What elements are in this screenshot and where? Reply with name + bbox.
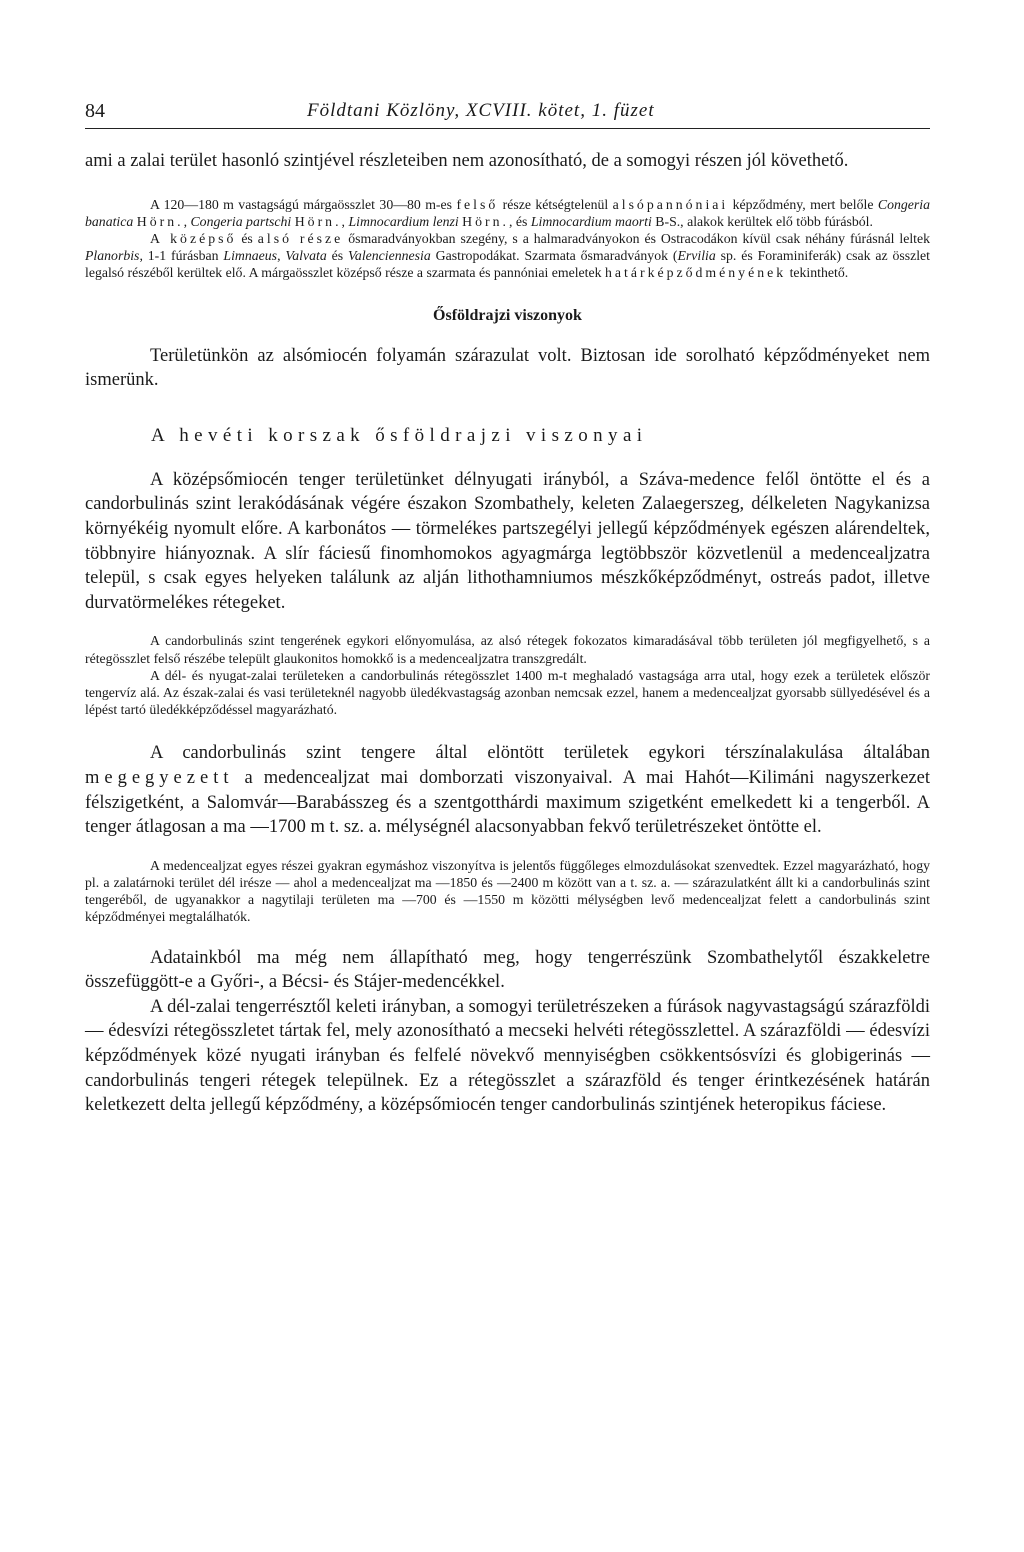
small-paragraph-middle-lower: A középső és alsó része ősmaradványokban szegény, s a halmaradványokon és Ostracodákon kívül csak néhány fúrásnál leltek Planorbis, 1-1 fúrásban Limnaeus, Valvata és Valenciennesia Gastropodákat. Szarmata ősmaradványok (Ervilia sp. és Foraminiferák) csak az összlet legalsó részéből kerültek elő. A márgaösszlet középső része a szarmata és pannóniai emeletek határképződményének tekinthető. bbox=[85, 231, 931, 281]
paragraph-middle-miocene: A középsőmiocén tenger területünket délnyugati irányból, a Száva-medence felől öntötte el és a candorbulinás szint lerakódásának végére északon Szombathely, keleten Zalaegerszeg, délkeleten Nagykanizsa környékéig nyomult előre. A karbonátos — törmelékes partszegélyi jellegű képződmények egészen alárendeltek, többnyire hiányoznak. A slír fáciesű finomhomokos agyagmárga legtöbbször közvetlenül a medencealjzatra települ, s csak egyes helyeken találunk az alján lithothamniumos mészkőképződményt, ostreás padot, illetve durvatörmelékes rétegeket. bbox=[85, 469, 930, 613]
small-paragraph-basement-movement: A medencealjzat egyes részei gyakran egymáshoz viszonyítva is jelentős függőleges elmozdulásokat szenvedtek. Ezzel magyarázható, hogy pl. a zalatárnoki terület dél irésze — ahol a medencealjzat ma —1850 és —2400 m között van a t. sz. a. — szárazulatként állt ki a candorbulinás szint tengeréből, de ugyanakkor a nagytilaji területen ma —700 és —1550 m közötti mélységben levő medencealjzat felett a candorbulinás szint képződményei megtalálhatók. bbox=[85, 857, 930, 925]
running-header bbox=[85, 96, 930, 129]
small-paragraph-candorbulina-advance: A candorbulinás szint tengerének egykori előnyomulása, az alsó rétegek fokozatos kimaradásával több területen jól megfigyelhető, s a rétegösszlet felső részébe települt glaukonitos homokkő is a medencealjzatra transzgredált. bbox=[85, 633, 930, 666]
page bbox=[85, 96, 930, 1118]
small-paragraph-marl: A 120—180 m vastagságú márgaösszlet 30—80 m-es felső része kétségtelenül alsópannóniai képződmény, mert belőle Congeria banatica Hörn., Congeria partschi Hörn., Limnocardium lenzi Hörn., és Limnocardium maorti B-S., alakok kerültek elő több fúrásból. bbox=[85, 196, 931, 229]
paragraph-data-uncertain: Adatainkból ma még nem állapítható meg, hogy tengerrészünk Szombathelytől északkeletre összefüggött-e a Győri-, a Bécsi- és Stájer-medencékkel. bbox=[85, 947, 930, 993]
paragraph-lower-miocene: Területünkön az alsómiocén folyamán szárazulat volt. Biztosan ide sorolható képződményeket nem ismerünk. bbox=[85, 345, 930, 391]
page-number: 84 bbox=[85, 100, 105, 122]
section-heading-helvetian: A hevéti korszak ősföldrajzi viszonyai bbox=[151, 424, 648, 446]
paragraph-topography: A candorbulinás szint tengere által elöntött területek egykori térszínalakulása általában megegyezett a medencealjzat mai domborzati viszonyaival. A mai Hahót—Kilimáni nagyszerkezet félszigetként, a Salomvár—Barabásszeg és a szentgotthárdi maximum szigetként emelkedett ki a tengerből. A tenger átlagosan a ma —1700 m t. sz. a. mélységnél alacsonyabban fekvő területrészeket öntötte el. bbox=[85, 743, 930, 838]
journal-title: Földtani Közlöny, XCVIII. kötet, 1. füzet bbox=[307, 100, 655, 121]
small-paragraph-thickness: A dél- és nyugat-zalai területeken a candorbulinás rétegösszlet 1400 m-t meghaladó vastagsága arra utal, hogy ezek a területek először tengervíz alá. Az észak-zalai és vasi területeknél nagyobb üledékvastagság azonban nemcsak ezzel, hanem a medencealjzat gyorsabb süllyedésével és a lépést tartó üledékképződéssel magyarázható. bbox=[85, 667, 930, 718]
section-heading-paleogeography: Ősföldrajzi viszonyok bbox=[433, 306, 582, 324]
paragraph-continuation: ami a zalai terület hasonló szintjével részleteiben nem azonosítható, de a somogyi részen jól követhető. bbox=[85, 151, 849, 171]
paragraph-somogy-strata: A dél-zalai tengerrésztől keleti irányban, a somogyi területrészeken a fúrások nagyvastagságú szárazföldi — édesvízi rétegösszletet tártak fel, mely azonosítható a mecseki helvéti rétegösszlettel. A szárazföldi — édesvízi képződmények közé nyugati irányban és felfelé növekvő mennyiségben csökkentsósvízi és globigerinás — candorbulinás tengeri rétegek települnek. Ez a rétegösszlet a szárazföld és tenger érintkezésének határán keletkezett delta jellegű képződmény, a középsőmiocén tenger candorbulinás szintjének heteropikus fáciese. bbox=[85, 996, 930, 1116]
